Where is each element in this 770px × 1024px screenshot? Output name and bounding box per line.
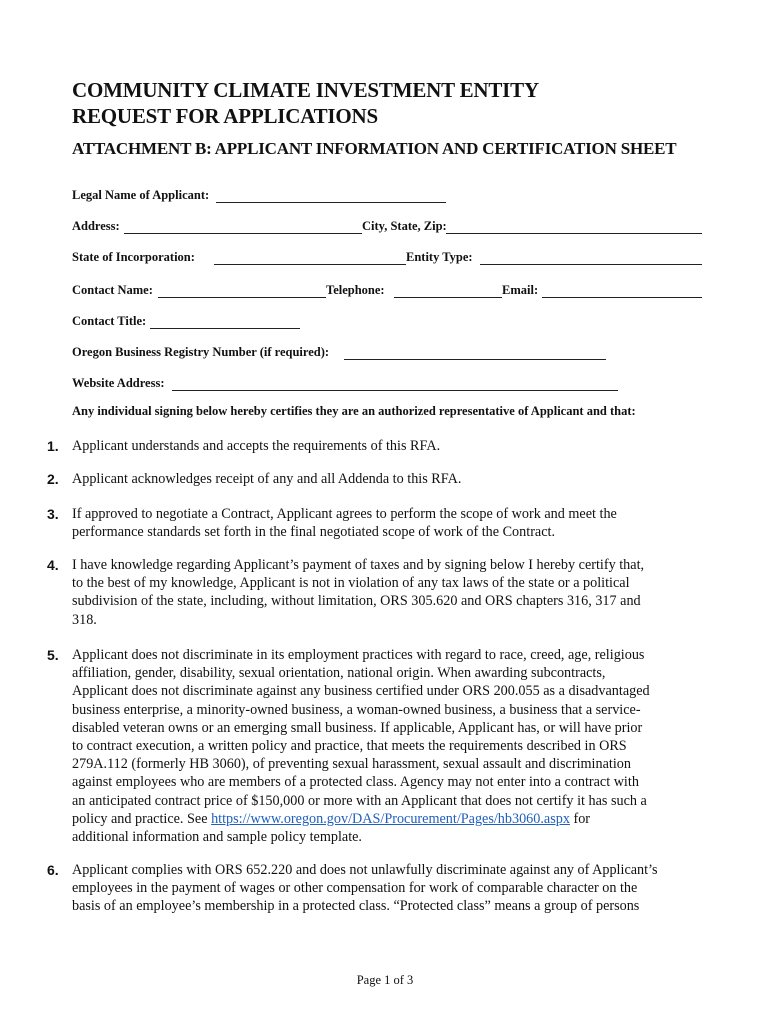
entity-type-field[interactable] — [480, 264, 702, 265]
list-item-text: business enterprise, a minority-owned business, a woman-owned business, a business that a service- — [72, 701, 641, 718]
contact-title-label: Contact Title: — [72, 314, 147, 328]
list-item-text: to contract execution, a written policy and practice, that meets the requirements described in ORS — [72, 738, 627, 755]
document-title-line1: COMMUNITY CLIMATE INVESTMENT ENTITY — [72, 78, 539, 102]
contact-name-field[interactable] — [158, 297, 326, 298]
list-item-text: an anticipated contract price of $150,000 or more with an Applicant that does not certify it has such a — [72, 792, 647, 809]
list-item-number: 4. — [47, 557, 59, 573]
document-title-line2: REQUEST FOR APPLICATIONS — [72, 104, 378, 128]
telephone-label: Telephone: — [326, 283, 385, 297]
list-item-text: Applicant understands and accepts the requirements of this RFA. — [72, 438, 441, 454]
list-item-number: 6. — [47, 862, 59, 878]
link-suffix-text: for — [569, 810, 591, 827]
address-field[interactable] — [124, 233, 362, 234]
city-state-zip-field[interactable] — [446, 233, 702, 234]
list-item-text: subdivision of the state, including, without limitation, ORS 305.620 and ORS chapters 316, 317 and — [72, 593, 641, 610]
telephone-field[interactable] — [394, 297, 502, 298]
list-item-text: additional information and sample policy template. — [72, 829, 362, 846]
state-of-incorporation-field[interactable] — [214, 264, 406, 265]
list-item-text: disabled veteran owns or an emerging small business. If applicable, Applicant has, or will have prior — [72, 719, 643, 736]
certification-statement: Any individual signing below hereby certifies they are an authorized representative of Applicant and that: — [72, 404, 636, 418]
attachment-subtitle: ATTACHMENT B: APPLICANT INFORMATION AND CERTIFICATION SHEET — [72, 139, 677, 158]
list-item-text-with-link — [72, 810, 704, 828]
website-field[interactable] — [172, 390, 618, 391]
address-label: Address: — [72, 219, 120, 233]
legal-name-field[interactable] — [216, 202, 446, 203]
list-item-text: Applicant does not discriminate against any business certified under ORS 200.055 as a disadvantaged — [72, 683, 650, 700]
registry-number-label: Oregon Business Registry Number (if required): — [72, 345, 330, 359]
list-item-text: 318. — [72, 611, 97, 628]
list-item-text: If approved to negotiate a Contract, Applicant agrees to perform the scope of work and meet the — [72, 506, 617, 522]
list-item-text: Applicant does not discriminate in its employment practices with regard to race, creed, age, religious — [72, 647, 645, 663]
page-number: Page 1 of 3 — [356, 973, 414, 987]
registry-number-field[interactable] — [344, 359, 606, 360]
city-state-zip-label: City, State, Zip: — [362, 219, 447, 233]
list-item-text: 279A.112 (formerly HB 3060), of preventing sexual harassment, sexual assault and discrimination — [72, 756, 631, 773]
list-item-number: 5. — [47, 647, 59, 663]
list-item-number: 2. — [47, 471, 59, 487]
list-item-text: basis of an employee’s membership in a protected class. “Protected class” means a group of persons — [72, 898, 640, 915]
list-item-text: affiliation, gender, disability, sexual orientation, national origin. When awarding subcontracts, — [72, 665, 606, 682]
entity-type-label: Entity Type: — [406, 250, 473, 264]
state-of-incorporation-label: State of Incorporation: — [72, 250, 195, 264]
list-item-text: Applicant acknowledges receipt of any and all Addenda to this RFA. — [72, 471, 462, 487]
email-field[interactable] — [542, 297, 702, 298]
policy-link[interactable]: https://www.oregon.gov/DAS/Procurement/Pages/hb3060.aspx — [211, 810, 570, 827]
list-item-text: against employees who are members of a protected class. Agency may not enter into a contract with — [72, 774, 639, 791]
legal-name-label: Legal Name of Applicant: — [72, 188, 210, 202]
list-item-text: Applicant complies with ORS 652.220 and does not unlawfully discriminate against any of Applicant’s — [72, 862, 658, 878]
list-item-text: to the best of my knowledge, Applicant is not in violation of any tax laws of the state or a political — [72, 575, 630, 592]
list-item-number: 1. — [47, 438, 59, 454]
contact-title-field[interactable] — [150, 328, 300, 329]
contact-name-label: Contact Name: — [72, 283, 153, 297]
email-label: Email: — [502, 283, 539, 297]
list-item-text: employees in the payment of wages or other compensation for work of comparable character on the — [72, 880, 638, 897]
list-item-number: 3. — [47, 506, 59, 522]
list-item-text: I have knowledge regarding Applicant’s payment of taxes and by signing below I hereby certify that, — [72, 557, 645, 573]
link-prefix-text: policy and practice. See — [72, 810, 212, 827]
website-label: Website Address: — [72, 376, 165, 390]
list-item-text: performance standards set forth in the final negotiated scope of work of the Contract. — [72, 524, 555, 541]
